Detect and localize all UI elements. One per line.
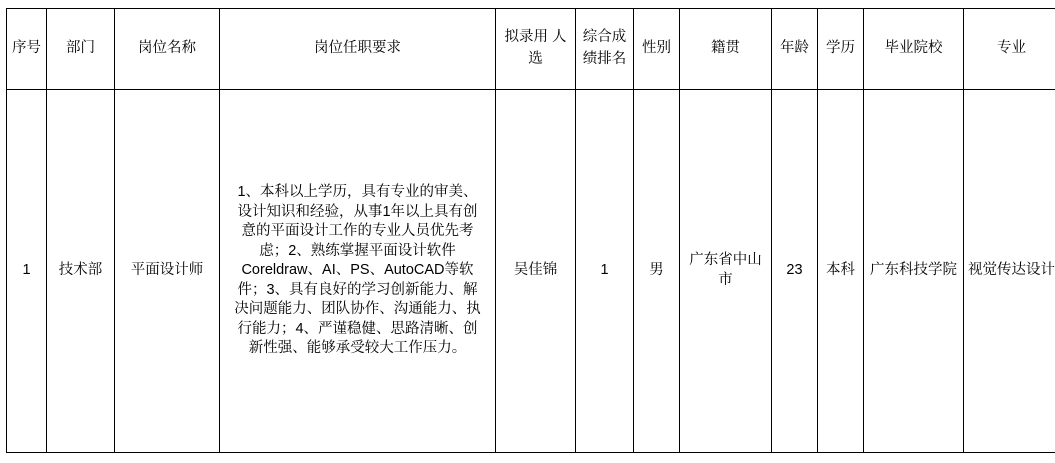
column-header-rank-label: 综合成绩排名 [582, 29, 627, 67]
requirement-line: 虑；2、熟练掌握平面设计软件 [259, 242, 456, 259]
column-header-seq [7, 9, 47, 90]
column-header-hire-label: 拟录用 人选 [504, 29, 567, 67]
cell-education: 本科 [818, 90, 864, 453]
column-header-school-label: 毕业院校 [884, 40, 943, 57]
column-header-rank [576, 9, 634, 90]
column-header-post [115, 9, 220, 90]
column-header-age [772, 9, 818, 90]
recruitment-table [6, 8, 1055, 453]
column-header-education-label: 学历 [826, 40, 855, 57]
requirement-line: Coreldraw、AI、PS、AutoCAD等软 [241, 262, 474, 279]
column-header-hire [496, 9, 576, 90]
cell-native-place: 广东省中山市 [680, 90, 772, 453]
table-row [7, 90, 1055, 453]
column-header-native-place-label: 籍贯 [711, 40, 740, 57]
column-header-gender [634, 9, 680, 90]
cell-age: 23 [772, 90, 818, 453]
requirement-line: 行能力；4、严谨稳健、思路清晰、创 [237, 320, 478, 337]
column-header-dept-label: 部门 [66, 40, 95, 57]
cell-requirements [220, 90, 496, 453]
column-header-post-label: 岗位名称 [138, 40, 196, 57]
column-header-school [864, 9, 964, 90]
cell-hire: 吴佳锦 [496, 90, 576, 453]
table-body [7, 90, 1055, 453]
cell-major: 视觉传达设计 [964, 90, 1055, 453]
cell-dept: 技术部 [47, 90, 115, 453]
requirement-line: 决问题能力、团队协作、沟通能力、执 [234, 301, 481, 318]
table-header [7, 9, 1055, 90]
requirement-line: 意的平面设计工作的专业人员优先考 [241, 223, 474, 240]
requirement-line: 设计知识和经验，从事1年以上具有创 [237, 203, 478, 220]
cell-gender: 男 [634, 90, 680, 453]
column-header-gender-label: 性别 [642, 40, 671, 57]
cell-post: 平面设计师 [115, 90, 220, 453]
column-header-age-label: 年龄 [780, 40, 809, 57]
cell-school: 广东科技学院 [864, 90, 964, 453]
cell-rank: 1 [576, 90, 634, 453]
requirement-line: 件；3、具有良好的学习创新能力、解 [237, 281, 478, 298]
column-header-seq-label: 序号 [12, 40, 41, 57]
column-header-requirements-label: 岗位任职要求 [314, 40, 401, 57]
requirement-line: 1、本科以上学历，具有专业的审美、 [237, 183, 478, 200]
column-header-major [964, 9, 1055, 90]
column-header-major-label: 专业 [997, 40, 1026, 57]
cell-seq: 1 [7, 90, 47, 453]
column-header-dept [47, 9, 115, 90]
table-header-row [7, 9, 1055, 90]
requirement-line: 新性强、能够承受较大工作压力。 [248, 340, 467, 357]
column-header-native-place [680, 9, 772, 90]
column-header-requirements [220, 9, 496, 90]
column-header-education [818, 9, 864, 90]
